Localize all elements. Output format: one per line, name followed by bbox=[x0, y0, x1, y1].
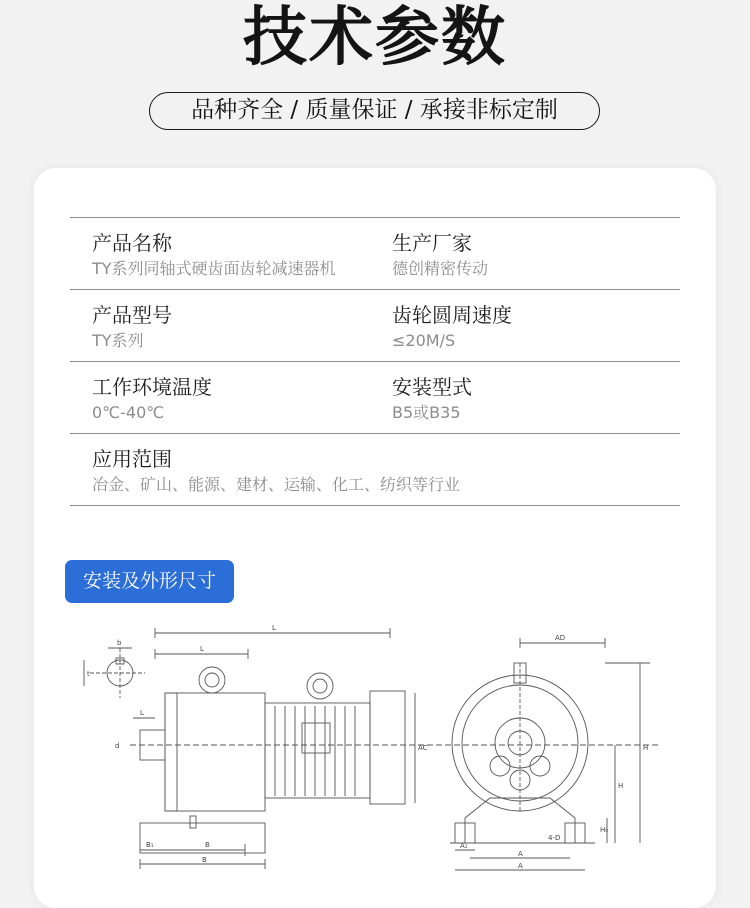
dim-L-total: L bbox=[272, 624, 276, 632]
dim-A-label: A bbox=[518, 850, 523, 858]
spec-cell bbox=[92, 230, 387, 280]
motor-body bbox=[265, 703, 370, 798]
spec-label-temperature: 工作环境温度 bbox=[92, 375, 212, 399]
slogan-badge: 品种齐全 / 质量保证 / 承接非标定制 bbox=[149, 92, 600, 130]
base-foot bbox=[140, 823, 265, 853]
spec-cell bbox=[392, 302, 672, 352]
gearbox-housing bbox=[165, 693, 265, 811]
spec-label-manufacturer: 生产厂家 bbox=[392, 231, 472, 255]
spec-row bbox=[70, 289, 680, 361]
terminal-box bbox=[302, 723, 330, 753]
section-title-button[interactable]: 安装及外形尺寸 bbox=[65, 560, 234, 603]
dim-H0-label: H₀ bbox=[600, 826, 609, 834]
dim-B1-label: B₁ bbox=[146, 841, 154, 849]
spec-cell bbox=[92, 302, 387, 352]
spec-label-gear-speed: 齿轮圆周速度 bbox=[392, 303, 512, 327]
dim-L-small: L bbox=[140, 709, 144, 717]
dim-H-mid-label: H bbox=[618, 782, 624, 790]
dim-AC-label: AC bbox=[418, 744, 428, 752]
motor-end-cap bbox=[370, 691, 405, 804]
dim-H-label: H bbox=[643, 744, 649, 752]
spec-label-model: 产品型号 bbox=[92, 303, 172, 327]
dim-A1-label: A₁ bbox=[460, 842, 468, 850]
spec-table bbox=[70, 217, 680, 506]
dim-t-label: t bbox=[87, 670, 90, 678]
motor-fins bbox=[275, 706, 355, 796]
dim-AD-label: AD bbox=[555, 634, 566, 642]
dim-L-shaft: L bbox=[200, 645, 204, 653]
dim-A-total-label: A bbox=[518, 862, 523, 870]
spec-label-mounting: 安装型式 bbox=[392, 375, 472, 399]
spec-value-mounting: B5或B35 bbox=[392, 403, 461, 422]
spec-value-model: TY系列 bbox=[92, 331, 144, 350]
spec-value-application: 冶金、矿山、能源、建材、运输、化工、纺织等行业 bbox=[92, 475, 461, 494]
spec-label-application: 应用范围 bbox=[92, 447, 172, 471]
dim-b-label: b bbox=[117, 639, 122, 647]
spec-cell bbox=[92, 446, 682, 496]
spec-label-product-name: 产品名称 bbox=[92, 231, 172, 255]
page-title: 技术参数 bbox=[243, 1, 507, 75]
dim-B-label: B bbox=[205, 841, 210, 849]
gearbox-front-flange bbox=[165, 693, 177, 811]
spec-cell bbox=[92, 374, 387, 424]
spec-cell bbox=[392, 374, 672, 424]
dim-hole-label: 4-D bbox=[548, 834, 561, 842]
spec-row bbox=[70, 217, 680, 289]
spec-value-manufacturer: 德创精密传动 bbox=[392, 259, 489, 278]
lifting-eye bbox=[199, 667, 225, 693]
spec-row bbox=[70, 433, 680, 506]
dimension-drawing bbox=[70, 618, 690, 888]
dim-B-total-label: B bbox=[202, 856, 207, 864]
spec-value-product-name: TY系列同轴式硬齿面齿轮减速器机 bbox=[92, 259, 336, 278]
spec-value-temperature: 0℃-40℃ bbox=[92, 403, 165, 422]
dim-d-label: d bbox=[115, 742, 120, 750]
spec-value-gear-speed: ≤20M/S bbox=[392, 331, 456, 350]
motor-eye bbox=[307, 673, 333, 699]
spec-row bbox=[70, 361, 680, 433]
spec-cell bbox=[392, 230, 672, 280]
